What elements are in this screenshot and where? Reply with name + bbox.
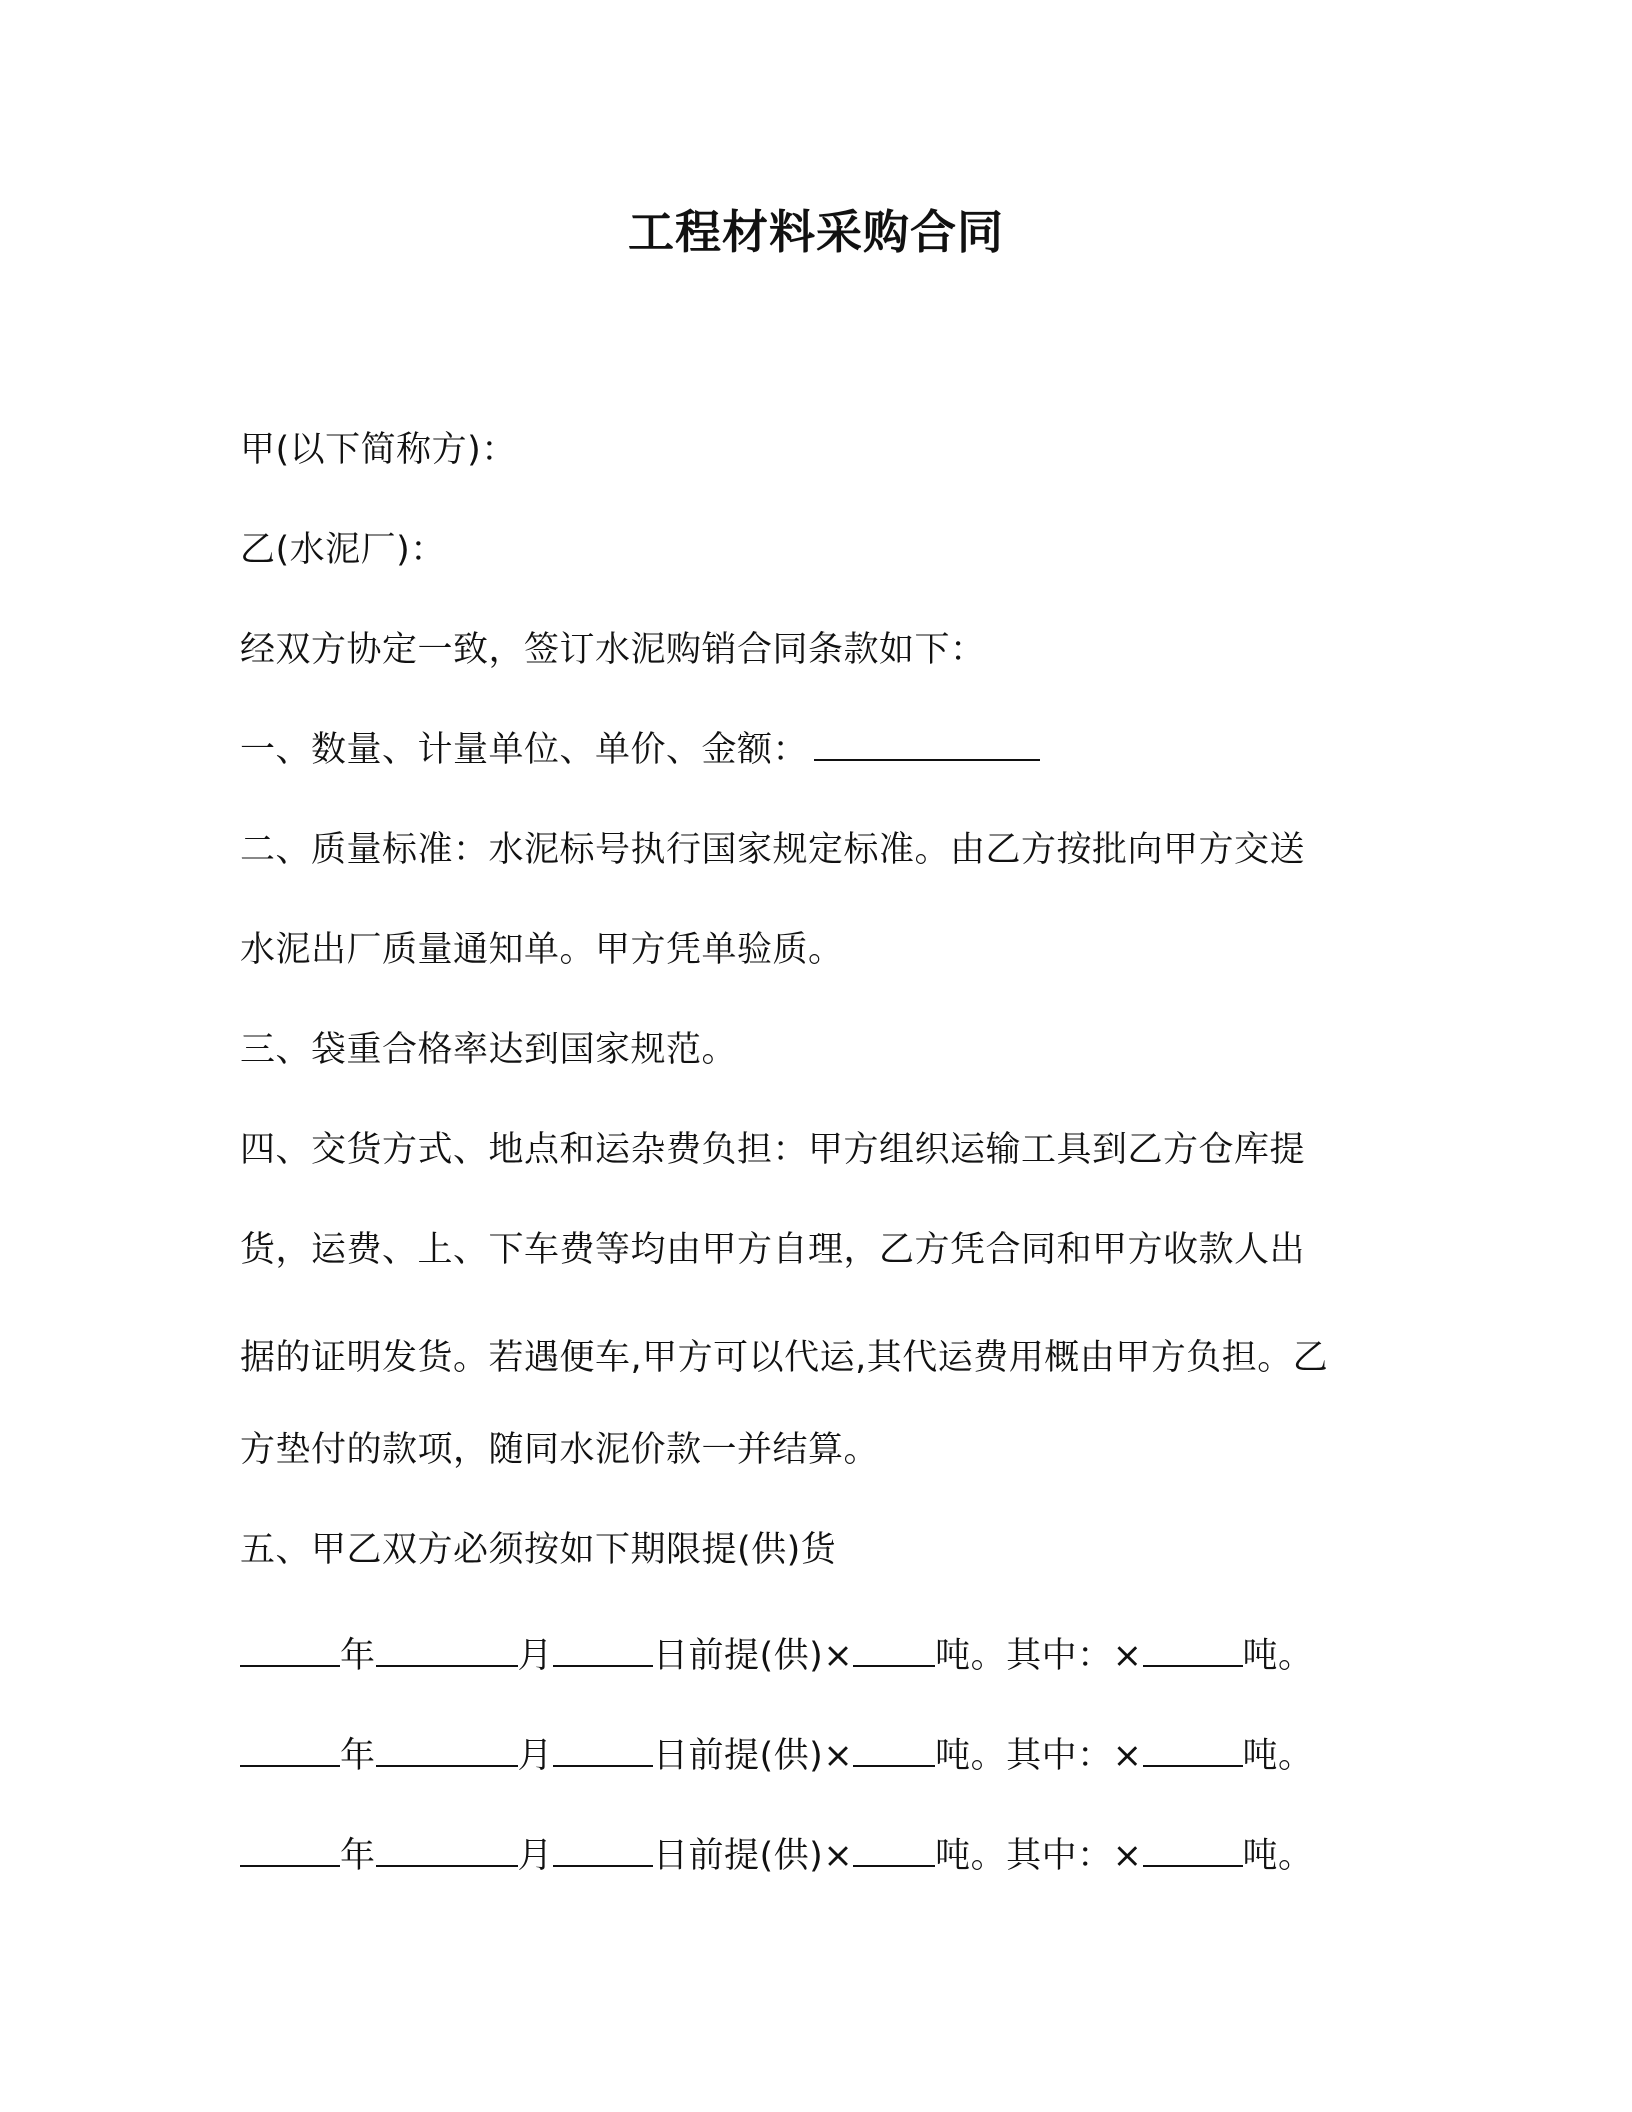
- sub-quantity-blank: [1143, 1632, 1243, 1667]
- clause-4-line-2: 货，运费、上、下车费等均由甲方自理，乙方凭合同和甲方收款人出: [240, 1230, 1306, 1270]
- month-label: 月: [517, 1836, 554, 1876]
- document-title: 工程材料采购合同: [628, 205, 1004, 259]
- clause-5: 五、甲乙双方必须按如下期限提(供)货: [240, 1530, 837, 1570]
- quantity-blank: [853, 1832, 935, 1867]
- day-blank: [553, 1832, 653, 1867]
- day-before-label: 日前提(供)×: [653, 1736, 854, 1776]
- month-blank: [376, 1832, 518, 1867]
- day-before-label: 日前提(供)×: [653, 1636, 854, 1676]
- schedule-row: [240, 1728, 1314, 1778]
- clause-2-line-2: 水泥出厂质量通知单。甲方凭单验质。: [240, 930, 844, 970]
- sub-quantity-blank: [1143, 1832, 1243, 1867]
- clause-4-line-1: 四、交货方式、地点和运杂费负担：甲方组织运输工具到乙方仓库提: [240, 1130, 1306, 1170]
- month-blank: [376, 1632, 518, 1667]
- ton-among-label: 吨。其中：×: [935, 1736, 1143, 1776]
- clause-4-line-3: 据的证明发货。若遇便车,甲方可以代运,其代运费用概由甲方负担。乙: [240, 1338, 1329, 1378]
- party-b-line: 乙(水泥厂)：: [240, 530, 446, 570]
- clause-2-line-1: 二、质量标准：水泥标号执行国家规定标准。由乙方按批向甲方交送: [240, 830, 1306, 870]
- month-label: 月: [517, 1636, 554, 1676]
- ton-among-label: 吨。其中：×: [935, 1836, 1143, 1876]
- clause-4-line-4: 方垫付的款项，随同水泥价款一并结算。: [240, 1430, 880, 1470]
- ton-among-label: 吨。其中：×: [935, 1636, 1143, 1676]
- day-blank: [553, 1632, 653, 1667]
- year-label: 年: [340, 1736, 376, 1776]
- day-blank: [553, 1732, 653, 1767]
- schedule-row: [240, 1628, 1314, 1678]
- clause-3: 三、袋重合格率达到国家规范。: [240, 1030, 738, 1070]
- quantity-blank: [853, 1732, 935, 1767]
- month-label: 月: [517, 1736, 554, 1776]
- quantity-blank: [853, 1632, 935, 1667]
- ton-end-label: 吨。: [1242, 1736, 1314, 1776]
- clause-1: [240, 722, 1040, 772]
- year-blank: [240, 1832, 340, 1867]
- intro-line: 经双方协定一致，签订水泥购销合同条款如下：: [240, 630, 986, 670]
- year-blank: [240, 1632, 340, 1667]
- year-blank: [240, 1732, 340, 1767]
- year-label: 年: [340, 1636, 376, 1676]
- year-label: 年: [340, 1836, 376, 1876]
- party-a-line: 甲(以下简称方)：: [240, 430, 517, 470]
- ton-end-label: 吨。: [1242, 1636, 1314, 1676]
- sub-quantity-blank: [1143, 1732, 1243, 1767]
- day-before-label: 日前提(供)×: [653, 1836, 854, 1876]
- schedule-row: [240, 1828, 1314, 1878]
- ton-end-label: 吨。: [1242, 1836, 1314, 1876]
- clause-1-blank: [814, 726, 1040, 761]
- clause-1-text: 一、数量、计量单位、单价、金额：: [240, 730, 809, 770]
- month-blank: [376, 1732, 518, 1767]
